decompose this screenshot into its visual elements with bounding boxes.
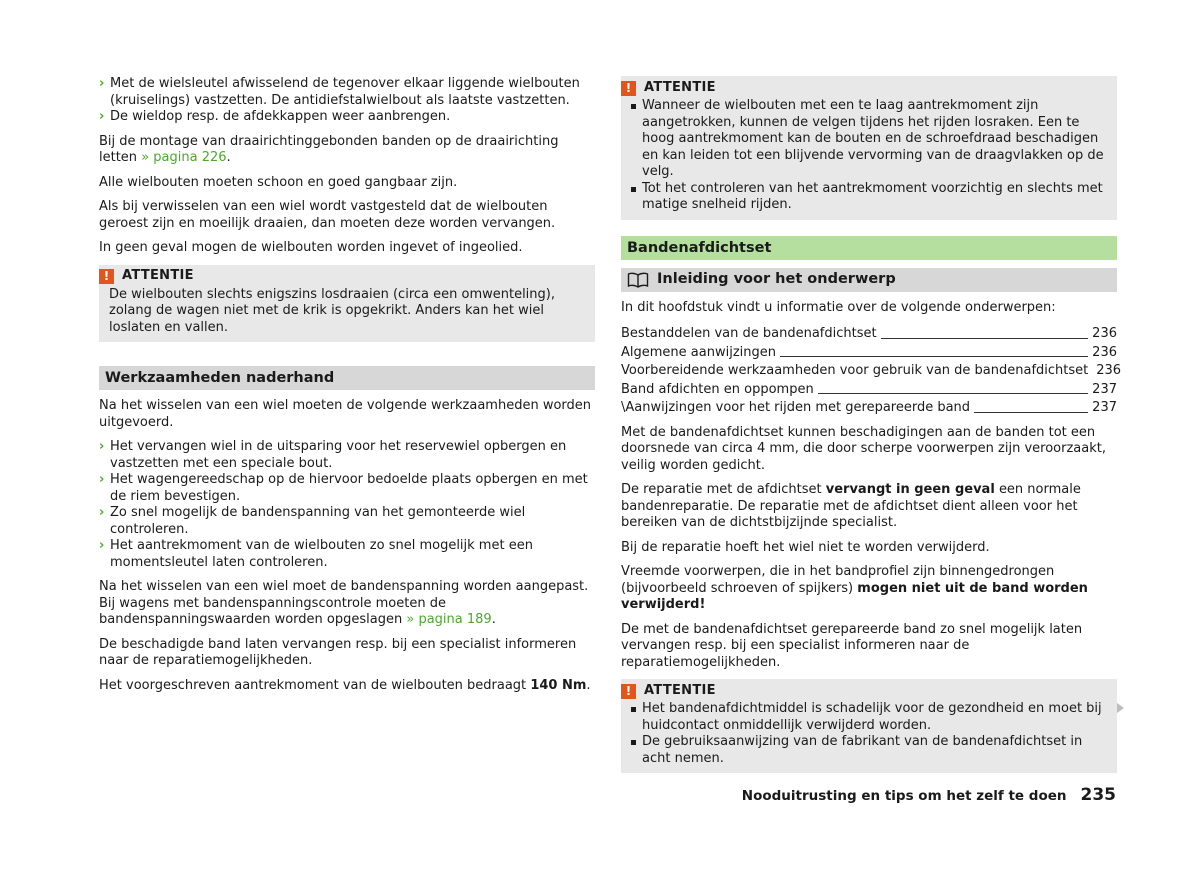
intro-heading: Inleiding voor het onderwerp: [621, 268, 1117, 292]
list-item: › De wieldop resp. de afdekkappen weer aanbrengen.: [99, 109, 451, 124]
page-link[interactable]: » pagina 189: [406, 612, 492, 627]
paragraph: Met de bandenafdichtset kunnen beschadigingen aan de banden tot een doorsnede van circa 4 mm, die door scherpe voorwerpen zijn veroorzaakt, veilig worden gedicht.: [621, 424, 1106, 473]
list-item: › Zo snel mogelijk de bandenspanning van het gemonteerde wiel controleren.: [99, 505, 526, 537]
warning-title: ATTENTIE: [644, 682, 716, 698]
green-arrow-icon: ›: [99, 439, 105, 454]
paragraph: In dit hoofdstuk vindt u informatie over de volgende onderwerpen:: [621, 299, 1056, 315]
warning-header: [99, 267, 585, 287]
square-bullet-icon: [631, 707, 636, 712]
list-item: › Het wagengereedschap op de hiervoor bedoelde plaats opbergen en met de riem bevestigen.: [99, 472, 588, 504]
leader-line: [974, 412, 1088, 413]
green-arrow-icon: ›: [99, 538, 105, 553]
warning-title: ATTENTIE: [122, 268, 194, 284]
warning-item: Wanneer de wielbouten met een te laag aantrekmoment zijn aangetrokken, kunnen de velgen tijdens het rijden losraken. Een te hoog aantrekmoment kan de bouten en de schroefdraad beschadigen en kan leiden tot een blijvende vervorming van de draagvlakken op de velg.: [631, 98, 1107, 181]
exclamation-icon: !: [99, 269, 114, 284]
paragraph-foreign-objects: Vreemde voorwerpen, die in het bandprofiel zijn binnengedrongen (bijvoorbeeld schroeven of spijkers) mogen niet uit de band worden verwijderd!: [621, 564, 1088, 612]
paragraph: In geen geval mogen de wielbouten worden ingevet of ingeolied.: [99, 240, 523, 255]
list-item: › Het vervangen wiel in de uitsparing voor het reservewiel opbergen en vastzetten met een speciale bout.: [99, 439, 567, 471]
paragraph-torque: Het voorgeschreven aantrekmoment van de wielbouten bedraagt 140 Nm.: [99, 677, 591, 693]
toc-row[interactable]: \Aanwijzingen voor het rijden met gerepareerde band 237: [621, 400, 1117, 415]
square-bullet-icon: [631, 740, 636, 745]
section-heading: Bandenafdichtset: [621, 236, 1117, 260]
warning-box: [621, 76, 1117, 220]
paragraph-repair: De reparatie met de afdichtset vervangt in geen geval een normale bandenreparatie. De reparatie met de afdichtset dient alleen voor het bereiken van de dichtstbijzijnde specialist.: [621, 482, 1081, 530]
warning-text: De wielbouten slechts enigszins losdraaien (circa een omwenteling), zolang de wagen niet met de krik is opgekrikt. Anders kan het wiel loslaten en vallen.: [109, 286, 555, 335]
list-item: › Met de wielsleutel afwisselend de tegenover elkaar liggende wielbouten (kruiselings) vastzetten. De antidiefstalwielbout als laatste vastzetten.: [99, 76, 580, 108]
book-icon: [627, 272, 649, 288]
warning-item: Tot het controleren van het aantrekmoment voorzichtig en slechts met matige snelheid rijden.: [631, 181, 1107, 214]
exclamation-icon: !: [621, 81, 636, 96]
list-item: › Het aantrekmoment van de wielbouten zo snel mogelijk met een momentsleutel laten controleren.: [99, 538, 533, 570]
left-column: [99, 76, 595, 702]
paragraph-direction: Bij de montage van draairichtinggebonden banden op de draairichting letten » pagina 226.: [99, 133, 559, 165]
green-arrow-icon: ›: [99, 505, 105, 520]
warning-box: [99, 265, 595, 343]
paragraph: De met de bandenafdichtset gerepareerde band zo snel mogelijk laten vervangen resp. bij een specialist informeren naar de reparatiemogelijkheden.: [621, 621, 1083, 670]
continue-arrow-icon: [1117, 703, 1124, 713]
page-footer: [742, 787, 1116, 805]
chapter-title: Nooduitrusting en tips om het zelf te doen: [741, 788, 1067, 804]
green-arrow-icon: ›: [99, 76, 105, 91]
toc-row[interactable]: Bestanddelen van de bandenafdichtset 236: [621, 326, 1117, 341]
paragraph-tire-pressure: Na het wisselen van een wiel moet de bandenspanning worden aangepast. Bij wagens met bandenspanningscontrole moeten de bandenspanningswaarden worden opgeslagen » pagina 189.: [99, 579, 589, 627]
square-bullet-icon: [631, 104, 636, 109]
leader-line: [881, 338, 1089, 339]
paragraph: De beschadigde band laten vervangen resp. bij een specialist informeren naar de reparatiemogelijkheden.: [99, 636, 577, 668]
paragraph: Alle wielbouten moeten schoon en goed gangbaar zijn.: [99, 174, 458, 190]
leader-line: [780, 356, 1088, 357]
square-bullet-icon: [631, 187, 636, 192]
warning-title: ATTENTIE: [644, 79, 716, 95]
right-column: [621, 76, 1122, 781]
warning-header: [621, 681, 1107, 701]
leader-line: [818, 393, 1088, 394]
paragraph: Bij de reparatie hoeft het wiel niet te worden verwijderd.: [621, 539, 990, 555]
bullet-list-tightening: [99, 76, 595, 126]
warning-header: [621, 78, 1107, 98]
paragraph: Na het wisselen van een wiel moeten de volgende werkzaamheden worden uitgevoerd.: [99, 398, 592, 430]
green-arrow-icon: ›: [99, 109, 105, 124]
torque-value: 140 Nm: [530, 677, 587, 693]
paragraph: Als bij verwisselen van een wiel wordt vastgesteld dat de wielbouten geroest zijn en moeilijk draaien, dan moeten deze worden vervangen.: [99, 199, 556, 231]
warning-item: Het bandenafdichtmiddel is schadelijk voor de gezondheid en moet bij huidcontact onmiddellijk verwijderd worden.: [631, 701, 1107, 734]
warning-box: [621, 679, 1117, 773]
page-number: 235: [1080, 785, 1116, 805]
toc-row[interactable]: Voorbereidende werkzaamheden voor gebruik van de bandenafdichtset 236: [621, 363, 1122, 378]
page-link[interactable]: » pagina 226: [141, 150, 227, 165]
toc-row[interactable]: Algemene aanwijzingen 236: [621, 344, 1117, 360]
green-arrow-icon: ›: [99, 472, 105, 487]
toc-row[interactable]: Band afdichten en oppompen 237: [621, 381, 1117, 397]
warning-item: De gebruiksaanwijzing van de fabrikant van de bandenafdichtset in acht nemen.: [631, 734, 1107, 767]
exclamation-icon: !: [621, 684, 636, 699]
topic-list: [621, 324, 1122, 417]
section-heading: Werkzaamheden naderhand: [99, 366, 595, 390]
bullet-list-tasks: [99, 439, 595, 571]
